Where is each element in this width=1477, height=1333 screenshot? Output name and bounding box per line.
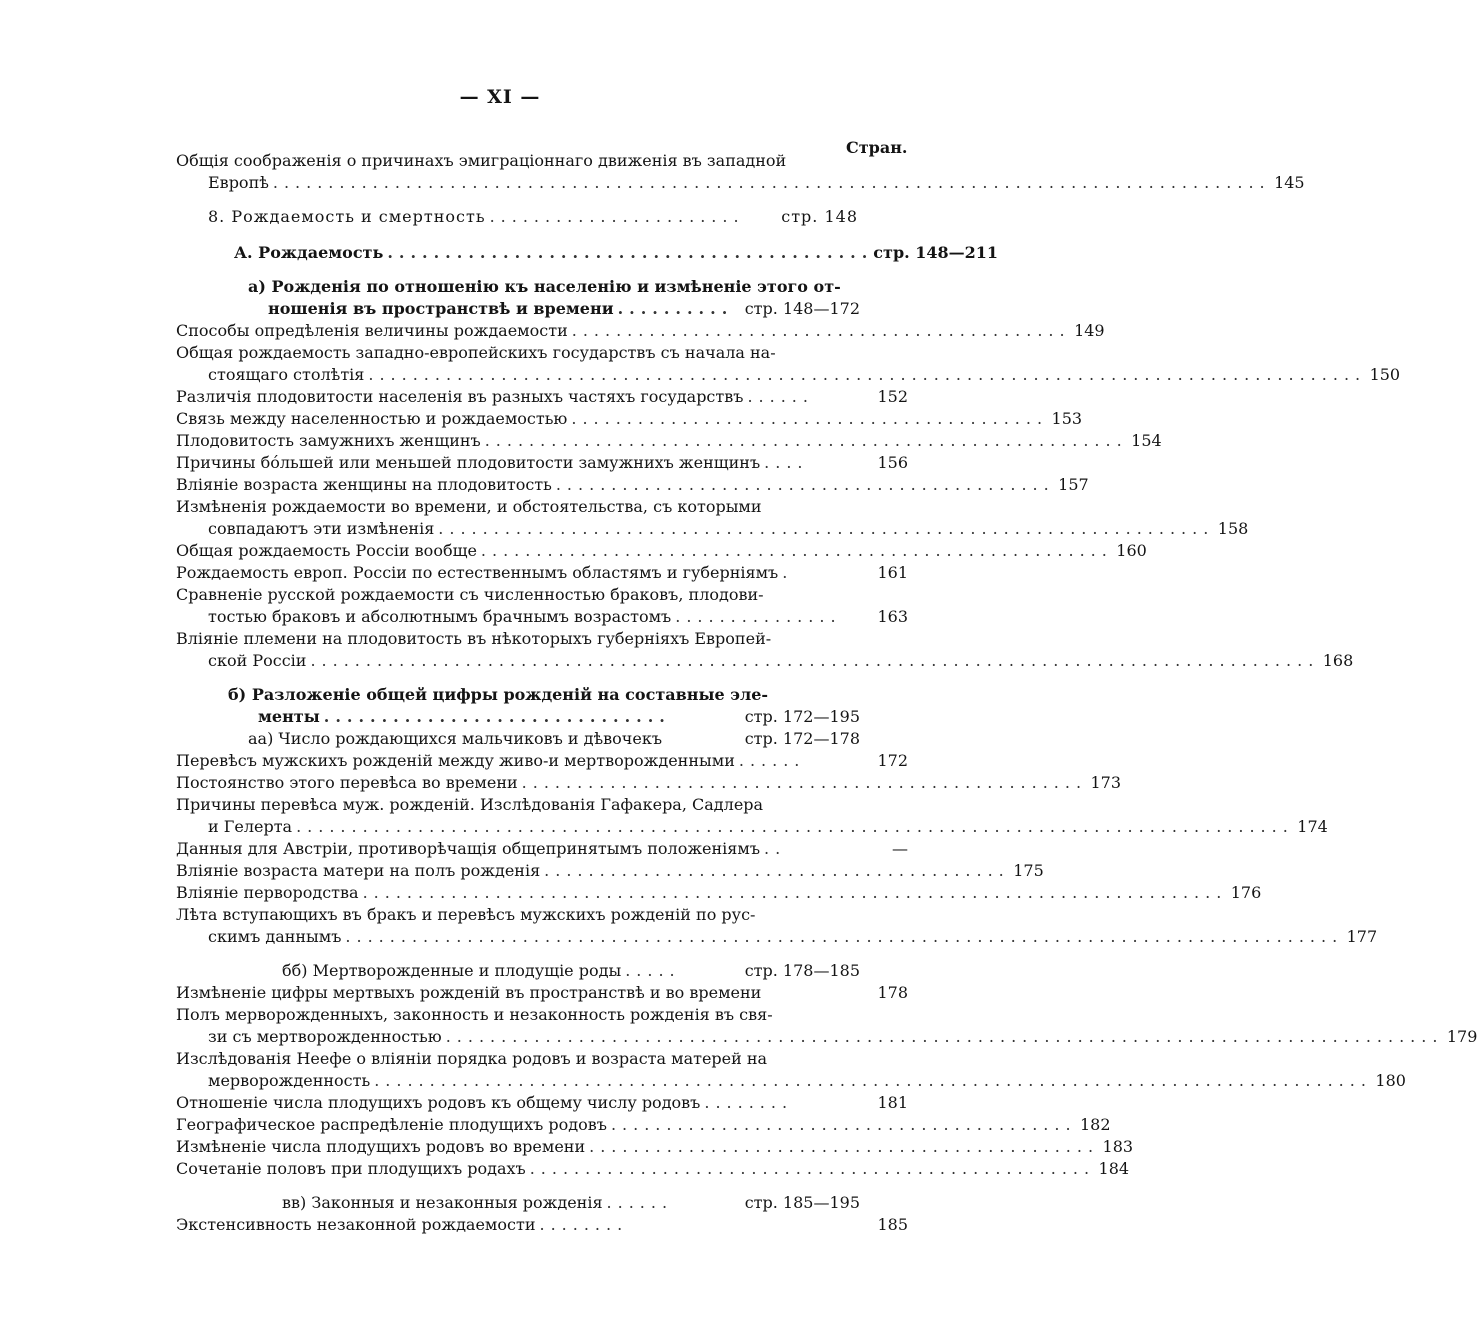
toc-entry (176, 794, 908, 816)
toc-entry-title: Лѣта вступающихъ въ бракъ и перевѣсъ мужскихъ рожденій по рус- (176, 905, 756, 924)
toc-entry: совпадаютъ эти измѣненія ...................................................................... 158 (208, 519, 1249, 538)
toc-entry-page: стр. 148—172 (744, 299, 860, 318)
toc-entry-title: А. Рождаемость (234, 243, 384, 262)
toc-entry (176, 496, 908, 518)
toc-entry-title: и Гелерта (208, 817, 293, 836)
toc-entry-page: 178 (877, 983, 908, 1002)
toc-entry-title: Измѣненіе цифры мертвыхъ рожденій въ пространствѣ и во времени (176, 983, 762, 1002)
toc-entry-page: 174 (1297, 817, 1328, 836)
toc-entry-page: 173 (1090, 773, 1122, 792)
toc-entry-page: — (892, 839, 908, 858)
toc-entry (176, 1004, 908, 1026)
toc-entry-title: скимъ даннымъ (208, 927, 342, 946)
toc-entry-title: Экстенсивность незаконной рождаемости (176, 1215, 536, 1234)
toc-entry-page: 175 (1013, 861, 1044, 880)
toc-entry: тостью браковъ и абсолютнымъ брачнымъ возрастомъ ............... 163 (208, 607, 908, 626)
toc-entry: Рождаемость европ. Россіи по естественнымъ областямъ и губерніямъ . 161 (176, 563, 908, 582)
toc-entry-page: 183 (1102, 1137, 1134, 1156)
toc-entry-page: 181 (877, 1093, 908, 1112)
toc-entry: Причины бóльшей или меньшей плодовитости замужнихъ женщинъ .... 156 (176, 453, 908, 472)
toc-entry-title: Сочетаніе половъ при плодущихъ родахъ (176, 1159, 526, 1178)
toc-entry-page: 172 (877, 751, 908, 770)
toc-entry-title: Рождаемость европ. Россіи по естественнымъ областямъ и губерніямъ (176, 563, 779, 582)
toc-entry-page: 180 (1375, 1071, 1406, 1090)
toc-entry-title: Причины перевѣса муж. рожденій. Изслѣдованія Гафакера, Садлера (176, 795, 764, 814)
toc-entry-title: Измѣненія рождаемости во времени, и обстоятельства, съ которыми (176, 497, 762, 516)
toc-entry-title: ношенія въ пространствѣ и времени (268, 299, 614, 318)
toc-subsection (248, 728, 908, 750)
toc-entry-title: Отношеніе числа плодущихъ родовъ къ общему числу родовъ (176, 1093, 701, 1112)
toc-entry: мерворожденность .......................................................................................... 180 (208, 1071, 1406, 1090)
toc-entry (176, 628, 908, 650)
toc-entry-title: стоящаго столѣтія (208, 365, 365, 384)
toc-entry-title: Вліяніе племени на плодовитость въ нѣкоторыхъ губерніяхъ Европей- (176, 629, 772, 648)
toc-entry-page: 153 (1051, 409, 1083, 428)
toc-entry (176, 150, 908, 172)
toc-entry-title: Различія плодовитости населенія въ разныхъ частяхъ государствъ (176, 387, 744, 406)
toc-entry-page: 152 (877, 387, 908, 406)
toc-entry-title: Сравненіе русской рождаемости съ численностью браковъ, плодови- (176, 585, 764, 604)
toc-subsection: ношенія въ пространствѣ и времени .......... стр. 148—172 (268, 299, 860, 318)
toc-entry-page: 156 (877, 453, 908, 472)
toc-entry: Способы опредѣленія величины рождаемости ............................................. 149 (176, 321, 1105, 340)
toc-entry: и Гелерта .......................................................................................... 174 (208, 817, 1328, 836)
toc-entry-page: 150 (1369, 365, 1401, 384)
toc-entry: Географическое распредѣленіе плодущихъ родовъ .......................................... 182 (176, 1115, 1111, 1134)
toc-entry-title: Вліяніе возраста матери на полъ рожденія (176, 861, 541, 880)
toc-entry-page: стр. 172—178 (744, 729, 860, 748)
toc-entry-page: 185 (877, 1215, 908, 1234)
toc-entry-title: аа) Число рождающихся мальчиковъ и дѣвочекъ (248, 729, 663, 748)
toc-entry-page: стр. 148—211 (873, 243, 999, 262)
toc-entry-title: Способы опредѣленія величины рождаемости (176, 321, 568, 340)
toc-entry-title: бб) Мертворожденные и плодущіе роды (282, 961, 622, 980)
toc-subsection (228, 684, 908, 706)
toc-entry-page: 168 (1322, 651, 1354, 670)
toc-entry-title: Общія соображенія о причинахъ эмиграціоннаго движенія въ западной (176, 151, 787, 170)
toc-entry-page: 145 (1274, 173, 1305, 192)
toc-entry: Вліяніе первородства .............................................................................. 176 (176, 883, 1262, 902)
toc-entry-title: Данныя для Австріи, противорѣчащія общепринятымъ положеніямъ (176, 839, 761, 858)
toc-entry-title: Полъ мерворожденныхъ, законность и незаконность рожденія въ свя- (176, 1005, 773, 1024)
toc-entry-page: 179 (1446, 1027, 1477, 1046)
toc-entry-page: 157 (1058, 475, 1089, 494)
toc-entry-page: 154 (1131, 431, 1162, 450)
toc-entry-title: Общая рождаемость Россіи вообще (176, 541, 477, 560)
toc-entry-page: стр. 178—185 (744, 961, 860, 980)
toc-entry: Постоянство этого перевѣса во времени ................................................... 173 (176, 773, 1122, 792)
toc-entry: Отношеніе числа плодущихъ родовъ къ общему числу родовъ ........ 181 (176, 1093, 908, 1112)
page-number: — XI — (459, 86, 541, 108)
toc-entry-title: Изслѣдованія Неефе о вліяніи порядка родовъ и возраста матерей на (176, 1049, 768, 1068)
toc-entry-title: Причины бóльшей или меньшей плодовитости замужнихъ женщинъ (176, 453, 761, 472)
toc-entry-title: Вліяніе возраста женщины на плодовитость (176, 475, 552, 494)
toc-entry: Экстенсивность незаконной рождаемости ........ 185 (176, 1215, 908, 1234)
toc-entry: Различія плодовитости населенія въ разныхъ частяхъ государствъ ...... 152 (176, 387, 908, 406)
toc-entry-title: Перевѣсъ мужскихъ рожденій между живо-и мертворожденными (176, 751, 735, 770)
toc-entry-title: ской Россіи (208, 651, 307, 670)
toc-subsection: бб) Мертворожденные и плодущіе роды ..... стр. 178—185 (282, 961, 860, 980)
toc-entry: Связь между населенностью и рождаемостью ........................................... 153 (176, 409, 1083, 428)
toc-entry-page: 184 (1098, 1159, 1130, 1178)
toc-entry-page: стр. 148 (781, 207, 858, 226)
toc-entry-title: тостью браковъ и абсолютнымъ брачнымъ возрастомъ (208, 607, 672, 626)
toc-entry (176, 342, 908, 364)
toc-entry: Плодовитость замужнихъ женщинъ .......................................................... 154 (176, 431, 1162, 450)
toc-entry-title: вв) Законныя и незаконныя рожденія (282, 1193, 603, 1212)
toc-entry-page: 160 (1116, 541, 1147, 560)
toc-entry: Общая рождаемость Россіи вообще ......................................................... 160 (176, 541, 1147, 560)
toc-entry-title: а) Рожденія по отношенію къ населенію и измѣненіе этого от- (248, 277, 841, 296)
toc-entry-page: 158 (1217, 519, 1249, 538)
toc-entry: ской Россіи ........................................................................................... 168 (208, 651, 1354, 670)
toc-section: А. Рождаемость .......................................... стр. 148—211 (234, 243, 999, 262)
toc-entry-title: Европѣ (208, 173, 269, 192)
toc-entry: Европѣ .......................................................................................... 145 (208, 173, 1305, 192)
toc-subsection (248, 276, 908, 298)
toc-entry: стоящаго столѣтія .......................................................................................... 150 (208, 365, 1401, 384)
toc-entry-title: Вліяніе первородства (176, 883, 359, 902)
toc-entry: Данныя для Австріи, противорѣчащія общепринятымъ положеніямъ .. — (176, 839, 908, 858)
toc-entry-page: 182 (1080, 1115, 1111, 1134)
toc-entry-title: зи съ мертворожденностью (208, 1027, 442, 1046)
toc-entry-page: 161 (877, 563, 908, 582)
toc-subsection: вв) Законныя и незаконныя рожденія ...... стр. 185—195 (282, 1193, 860, 1212)
toc-subsection: менты .............................. стр. 172—195 (258, 707, 860, 726)
toc-entry (176, 982, 908, 1004)
toc-entry-title: 8. Рождаемость и смертность (208, 207, 486, 226)
toc-entry-title: Географическое распредѣленіе плодущихъ родовъ (176, 1115, 607, 1134)
toc-entry-page: 176 (1230, 883, 1262, 902)
toc-entry-title: Постоянство этого перевѣса во времени (176, 773, 518, 792)
toc-entry-title: совпадаютъ эти измѣненія (208, 519, 435, 538)
toc-entry: Перевѣсъ мужскихъ рожденій между живо-и мертворожденными ...... 172 (176, 751, 908, 770)
toc-entry-page: 149 (1074, 321, 1105, 340)
toc-entry: скимъ даннымъ .......................................................................................... 177 (208, 927, 1378, 946)
toc-entry-title: Измѣненіе числа плодущихъ родовъ во времени (176, 1137, 586, 1156)
toc-entry: Вліяніе возраста женщины на плодовитость ............................................. 157 (176, 475, 1089, 494)
toc-entry-page: стр. 185—195 (744, 1193, 860, 1212)
toc-entry (176, 584, 908, 606)
toc-entry (176, 904, 908, 926)
toc-entry (176, 1048, 908, 1070)
page-column-header: Стран. (846, 138, 908, 157)
toc-entry-title: мерворожденность (208, 1071, 371, 1090)
toc-entry: зи съ мертворожденностью .......................................................................................... 179 (208, 1027, 1477, 1046)
toc-entry-title: б) Разложеніе общей цифры рожденій на составные эле- (228, 685, 769, 704)
toc-entry-title: Плодовитость замужнихъ женщинъ (176, 431, 481, 450)
toc-entry-title: Общая рождаемость западно-европейскихъ государствъ съ начала на- (176, 343, 776, 362)
toc-entry-title: менты (258, 707, 320, 726)
toc-entry-page: стр. 172—195 (744, 707, 860, 726)
toc-section: 8. Рождаемость и смертность ....................... стр. 148 (208, 207, 858, 226)
toc-entry: Сочетаніе половъ при плодущихъ родахъ ................................................... 184 (176, 1159, 1130, 1178)
toc-entry: Вліяніе возраста матери на полъ рожденія .......................................... 175 (176, 861, 1044, 880)
toc-entry-title: Связь между населенностью и рождаемостью (176, 409, 568, 428)
toc-entry: Измѣненіе числа плодущихъ родовъ во времени .............................................. 183 (176, 1137, 1134, 1156)
toc-entry-page: 177 (1346, 927, 1378, 946)
toc-entry-page: 163 (877, 607, 908, 626)
